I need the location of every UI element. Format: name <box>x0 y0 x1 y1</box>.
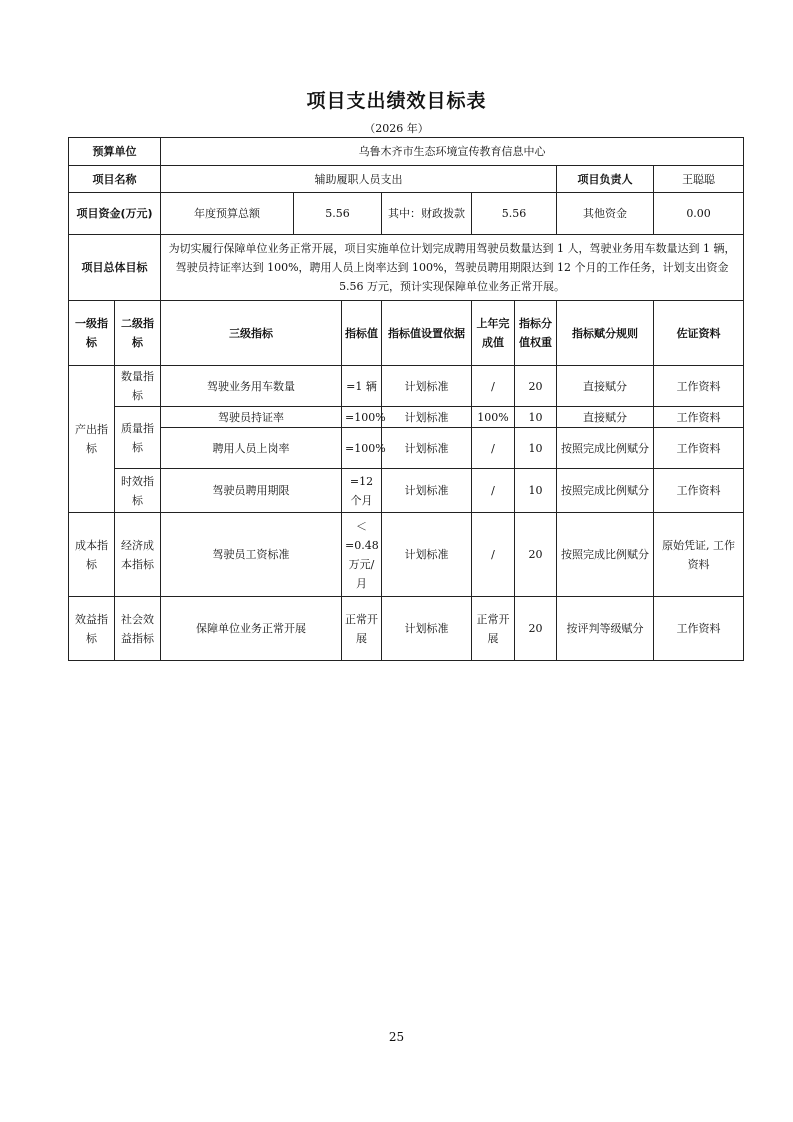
funds-label: 项目资金(万元) <box>69 193 161 235</box>
benefit-group: 效益指标 <box>69 597 115 661</box>
table-row <box>69 597 744 661</box>
weight-cell: 20 <box>515 366 557 407</box>
other-funds-label: 其他资金 <box>557 193 654 235</box>
funds-row <box>69 193 744 235</box>
annual-budget-value: 5.56 <box>294 193 382 235</box>
value-cell: =100% <box>342 428 382 469</box>
indicator-cell: 聘用人员上岗率 <box>161 428 342 469</box>
header-row <box>69 301 744 366</box>
evidence-cell: 工作资料 <box>654 597 744 661</box>
rule-cell: 直接赋分 <box>557 366 654 407</box>
project-name-row <box>69 166 744 193</box>
page-title: 项目支出绩效目标表 <box>306 90 487 112</box>
last-year-cell: / <box>472 428 515 469</box>
evidence-header: 佐证资料 <box>654 301 744 366</box>
rule-cell: 直接赋分 <box>557 407 654 428</box>
weight-cell: 10 <box>515 428 557 469</box>
level1-header: 一级指标 <box>69 301 115 366</box>
weight-cell: 10 <box>515 407 557 428</box>
indicator-cell: 驾驶员聘用期限 <box>161 469 342 513</box>
table-row <box>69 407 744 428</box>
table-row <box>69 513 744 597</box>
table-row <box>69 469 744 513</box>
year-label: （2026 年） <box>364 122 429 135</box>
project-name-label: 项目名称 <box>69 166 161 193</box>
basis-cell: 计划标准 <box>382 469 472 513</box>
table-row <box>69 428 744 469</box>
rule-header: 指标赋分规则 <box>557 301 654 366</box>
basis-cell: 计划标准 <box>382 366 472 407</box>
basis-cell: 计划标准 <box>382 597 472 661</box>
output-group: 产出指标 <box>69 366 115 513</box>
evidence-cell: 工作资料 <box>654 428 744 469</box>
indicator-cell: 驾驶员工资标准 <box>161 513 342 597</box>
goal-text: 为切实履行保障单位业务正常开展，项目实施单位计划完成聘用驾驶员数量达到 1 人，驾驶业务用车数量达到 1 辆，驾驶员持证率达到 100%，聘用人员上岗率达到 100%，驾驶员聘用期限达到 12 个月的工作任务，计划支出资金 5.56 万元，预计实现保障单位业务正常开展。 <box>161 235 744 301</box>
social-benefit-subgroup: 社会效益指标 <box>115 597 161 661</box>
other-funds-value: 0.00 <box>654 193 744 235</box>
last-year-cell: 正常开展 <box>472 597 515 661</box>
project-name-value: 辅助履职人员支出 <box>161 166 557 193</box>
evidence-cell: 工作资料 <box>654 366 744 407</box>
budget-unit-row <box>69 138 744 166</box>
rule-cell: 按评判等级赋分 <box>557 597 654 661</box>
budget-unit-value: 乌鲁木齐市生态环境宣传教育信息中心 <box>161 138 744 166</box>
economic-cost-subgroup: 经济成本指标 <box>115 513 161 597</box>
indicator-cell: 保障单位业务正常开展 <box>161 597 342 661</box>
goal-label: 项目总体目标 <box>69 235 161 301</box>
indicator-cell: 驾驶员持证率 <box>161 407 342 428</box>
indicator-cell: 驾驶业务用车数量 <box>161 366 342 407</box>
goal-row <box>69 235 744 301</box>
last-year-cell: / <box>472 366 515 407</box>
fiscal-value: 5.56 <box>472 193 557 235</box>
value-cell: =100% <box>342 407 382 428</box>
last-year-cell: / <box>472 469 515 513</box>
evidence-cell: 原始凭证, 工作资料 <box>654 513 744 597</box>
basis-cell: 计划标准 <box>382 513 472 597</box>
weight-header: 指标分值权重 <box>515 301 557 366</box>
basis-cell: 计划标准 <box>382 428 472 469</box>
cost-group: 成本指标 <box>69 513 115 597</box>
value-cell: =1 辆 <box>342 366 382 407</box>
quality-subgroup: 质量指标 <box>115 407 161 469</box>
value-cell: =12 个月 <box>342 469 382 513</box>
value-cell: ＜=0.48 万元/月 <box>342 513 382 597</box>
value-cell: 正常开展 <box>342 597 382 661</box>
rule-cell: 按照完成比例赋分 <box>557 428 654 469</box>
last-year-header: 上年完成值 <box>472 301 515 366</box>
basis-cell: 计划标准 <box>382 407 472 428</box>
fiscal-label: 其中：财政拨款 <box>382 193 472 235</box>
weight-cell: 20 <box>515 513 557 597</box>
performance-target-table <box>68 137 744 661</box>
page-number: 25 <box>388 1030 405 1044</box>
last-year-cell: 100% <box>472 407 515 428</box>
project-owner-label: 项目负责人 <box>557 166 654 193</box>
timeliness-subgroup: 时效指标 <box>115 469 161 513</box>
weight-cell: 20 <box>515 597 557 661</box>
level2-header: 二级指标 <box>115 301 161 366</box>
last-year-cell: / <box>472 513 515 597</box>
evidence-cell: 工作资料 <box>654 469 744 513</box>
quantity-subgroup: 数量指标 <box>115 366 161 407</box>
annual-budget-label: 年度预算总额 <box>161 193 294 235</box>
table-row <box>69 366 744 407</box>
budget-unit-label: 预算单位 <box>69 138 161 166</box>
rule-cell: 按照完成比例赋分 <box>557 513 654 597</box>
level3-header: 三级指标 <box>161 301 342 366</box>
basis-header: 指标值设置依据 <box>382 301 472 366</box>
project-owner-value: 王聪聪 <box>654 166 744 193</box>
rule-cell: 按照完成比例赋分 <box>557 469 654 513</box>
evidence-cell: 工作资料 <box>654 407 744 428</box>
value-header: 指标值 <box>342 301 382 366</box>
weight-cell: 10 <box>515 469 557 513</box>
